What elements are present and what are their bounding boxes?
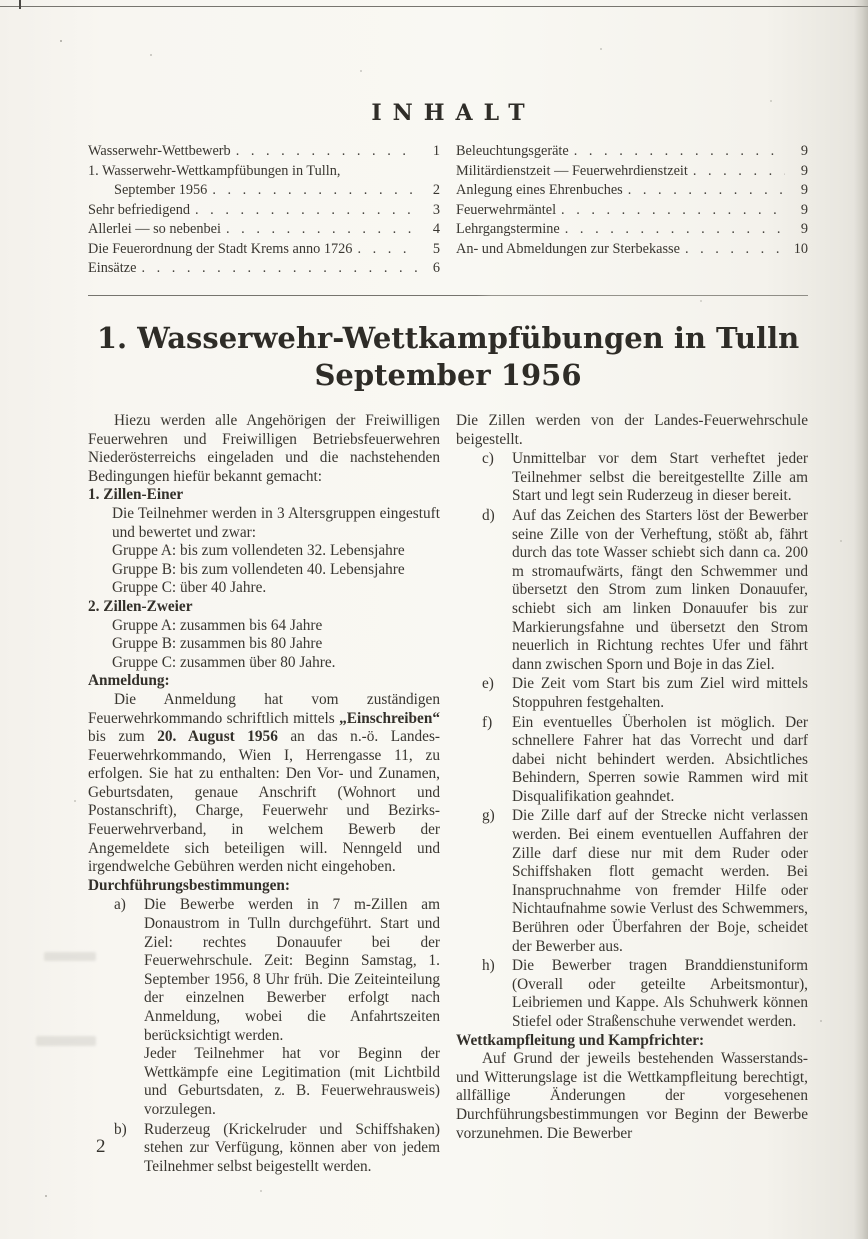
toc-right-column: [456, 142, 808, 279]
toc-dot-leader: [565, 220, 785, 240]
toc-entry-page: 3: [432, 201, 440, 218]
list-item-h: [456, 957, 808, 1031]
toc-entry-label: Die Feuerordnung der Stadt Krems anno 1726: [88, 240, 353, 257]
scan-edge-tick: [19, 0, 21, 9]
toc-entry-page: 9: [800, 143, 808, 159]
toc-dot-leader: [561, 201, 785, 221]
wettkampfleitung-paragraph: Auf Grund der jeweils bestehenden Wasserstands- und Witterungslage ist die Wettkampfleitung berechtigt, allfällige Änderungen der vorgesehenen Durchführungsbestimmungen vor Beginn der Bewerbe vorzunehmen. Die Bewerber: [456, 1050, 808, 1142]
toc-dot-leader: [628, 181, 785, 201]
toc-entry-page: 6: [432, 260, 440, 276]
article-title-line2: September 1956: [314, 358, 582, 392]
group-line: Gruppe C: zusammen über 80 Jahre.: [112, 653, 336, 671]
paper-torn-edge: [854, 0, 868, 1239]
toc-entry-page: 9: [800, 201, 808, 218]
list-item-text: Die Zeit vom Start bis zum Ziel wird mittels Stoppuhren festgehalten.: [512, 675, 808, 711]
toc-entry: [88, 259, 440, 279]
toc-entry-page: 1: [432, 143, 440, 159]
article-title-line1: 1. Wasserwehr-Wettkampfübungen in Tulln: [96, 321, 800, 355]
toc-entry-page: 9: [800, 162, 808, 179]
list-item-a: [88, 896, 440, 1119]
toc-entry-page: 9: [800, 182, 808, 198]
toc-dot-leader: [226, 220, 417, 240]
toc-entry-label: Lehrgangstermine: [456, 221, 560, 237]
toc-entry: [456, 240, 808, 260]
toc-entry-page: 9: [800, 221, 808, 237]
toc-left-column: [88, 142, 440, 279]
intro-paragraph: Hiezu werden alle Angehörigen der Freiwilligen Feuerwehren und Freiwilligen Betriebsfeuerwehren Niederösterreichs eingeladen und die nachstehenden Bedingungen hiefür bekannt gemacht:: [88, 412, 440, 485]
list-item-marker: d): [482, 506, 495, 524]
section-2-title: 2. Zillen-Zweier: [88, 597, 193, 615]
list-item-g: [456, 807, 808, 956]
list-item-marker: c): [482, 450, 494, 468]
toc-entry-label: An- und Abmeldungen zur Sterbekasse: [456, 240, 680, 257]
group-line: Gruppe A: zusammen bis 64 Jahre: [112, 616, 323, 634]
article-title: [88, 320, 808, 394]
article-left-column: [88, 412, 440, 1176]
durchfuehrung-heading: Durchführungsbestimmungen:: [88, 876, 291, 894]
list-item-e: [456, 675, 808, 712]
anmeldung-heading: Anmeldung:: [88, 672, 170, 690]
list-item-text: Ein eventuelles Überholen ist möglich. Der schnellere Fahrer hat das Vorrecht und darf dabei nicht behindert werden. Absichtliches Behindern, Sperren sowie Rammen wird mit Disqualifikation geahndet.: [512, 713, 808, 805]
toc-dot-leader: [195, 201, 417, 221]
toc-entry: [88, 181, 440, 201]
toc-entry-label: Feuerwehrmäntel: [456, 201, 557, 218]
toc-entry-label: 1. Wasserwehr-Wettkampfübungen in Tulln,: [88, 162, 341, 179]
toc-dot-leader: [357, 240, 417, 260]
toc-dot-leader: [236, 142, 417, 162]
list-item-text: Die Bewerbe werden in 7 m-Zillen am Donaustrom in Tulln durchgeführt. Start und Ziel: rechtes Donauufer bei der Feuerwehrschule. Zeit: Beginn Samstag, 1. September 1956, 8 Uhr früh. Die Zeiteinteilung der einzelnen Bewerber erfolgt nach Anmeldung, wobei die Anfahrtszeiten berücksichtigt werden. Jeder Teilnehmer hat vor Beginn der Wettkämpfe eine Legitimation (mit Lichtbild und Geburtsdaten, z. B. Feuerwehrausweis) vorzulegen.: [144, 896, 440, 1118]
section-1-intro: Die Teilnehmer werden in 3 Altersgruppen eingestuft und bewertet und zwar:: [112, 504, 440, 541]
continuation-paragraph: Die Zillen werden von der Landes-Feuerwehrschule beigestellt.: [456, 412, 808, 448]
page-number: 2: [96, 1136, 106, 1157]
list-item-text: Die Bewerber tragen Branddienstuniform (Overall oder geteilte Arbeitsmontur), Leibriemen und Kappe. Als Schuhwerk können Stiefel oder Straßenschuhe verwendet werden.: [512, 957, 808, 1030]
toc-entry-label: Wasserwehr-Wettbewerb: [88, 143, 231, 159]
group-line: Gruppe A: bis zum vollendeten 32. Lebensjahre: [112, 542, 405, 560]
group-line: Gruppe B: bis zum vollendeten 40. Lebensjahre: [112, 560, 405, 578]
toc-entry-page: 5: [432, 240, 440, 257]
toc-entry-label: Beleuchtungsgeräte: [456, 143, 569, 159]
list-item-text: Die Zille darf auf der Strecke nicht verlassen werden. Bei einem eventuellen Auffahren der Zille darf diese nur mit dem Ruder oder Schiffshaken flott gemacht werden. Bei Inanspruchnahme von fremder Hilfe oder Nichtaufnahme sowie Verlust des Schwemmers, Berühren oder Überfahren der Boje, scheidet der Bewerber aus.: [512, 807, 808, 955]
list-item-marker: b): [114, 1120, 127, 1138]
toc-entry: [88, 201, 440, 221]
toc-entry: [88, 162, 440, 182]
list-item-marker: e): [482, 675, 494, 693]
article-right-column: [456, 412, 808, 1176]
toc-entry: [456, 142, 808, 162]
toc-dot-leader: [685, 240, 785, 260]
list-item-marker: f): [482, 713, 493, 731]
list-item-text: Unmittelbar vor dem Start verheftet jeder Teilnehmer selbst die bereitgestellte Zille am Start und legt sein Ruderzeug in dieser bereit.: [512, 450, 808, 505]
toc-entry-page: 2: [432, 182, 440, 198]
paper-speckles: [60, 40, 62, 42]
group-line: Gruppe B: zusammen bis 80 Jahre: [112, 635, 323, 653]
list-item-b: [88, 1121, 440, 1177]
toc-entry: [456, 181, 808, 201]
toc-entry-label: Militärdienstzeit — Feuerwehrdienstzeit: [456, 162, 688, 179]
ink-smudge: [36, 1036, 96, 1046]
toc-entry: [88, 220, 440, 240]
toc-entry: [456, 220, 808, 240]
toc-entry: [456, 201, 808, 221]
toc-dot-leader: [141, 259, 417, 279]
table-of-contents: [88, 142, 808, 279]
toc-entry: [456, 162, 808, 182]
list-item-text: Auf das Zeichen des Starters löst der Bewerber seine Zille von der Verheftung, stößt ab, fährt durch das tote Wasser schiebt sich dann ca. 200 m stromaufwärts, fängt den Schwemmer und übersetzt den Strom zum linken Donauufer, schiebt sich am linken Donauufer bis zur Markierungsfahne und übersetzt den Strom neuerlich in Richtung rechtes Ufer und fährt dann zwischen Sporn und Boje in das Ziel.: [512, 506, 808, 673]
section-2-body: [112, 617, 440, 673]
toc-entry-page: 10: [793, 240, 808, 257]
article-body: [88, 412, 808, 1176]
list-item-d: [456, 507, 808, 674]
toc-entry-label: Allerlei — so nebenbei: [88, 221, 222, 237]
toc-entry-label: Sehr befriedigend: [88, 201, 191, 218]
section-1-title: 1. Zillen-Einer: [88, 486, 184, 504]
toc-entry: [88, 240, 440, 260]
wettkampfleitung-heading: Wettkampfleitung und Kampfrichter:: [456, 1031, 705, 1049]
toc-dot-leader: [693, 162, 785, 182]
anmeldung-paragraph: Die Anmeldung hat vom zuständigen Feuerwehrkommando schriftlich mittels „Einschreiben“ bis zum 20. August 1956 an das n.-ö. Landes-Feuerwehrkommando, Wien I, Herrengasse 11, zu erfolgen. Sie hat zu enthalten: Den Vor- und Zunamen, Geburtsdaten, genaue Anschrift (Wohnort und Postanschrift), Charge, Feuerwehr und Bezirks-Feuerwehrverband, in welchem Bewerb der Angemeldete sich beteiligen will. Nenngeld und irgendwelche Gebühren werden nicht eingehoben.: [88, 690, 440, 876]
list-item-f: [456, 714, 808, 807]
toc-dot-leader: [212, 181, 417, 201]
toc-entry-label: Einsätze: [88, 260, 137, 276]
group-line: Gruppe C: über 40 Jahre.: [112, 579, 267, 597]
list-item-text: Ruderzeug (Krickelruder und Schiffshaken) stehen zur Verfügung, können aber von jedem Teilnehmer selbst beigestellt werden.: [144, 1120, 440, 1175]
list-item-marker: h): [482, 957, 495, 975]
section-1-body: [112, 505, 440, 598]
toc-entry-label: September 1956: [114, 182, 208, 198]
section-divider: [88, 295, 808, 297]
toc-entry-page: 4: [432, 221, 440, 237]
toc-title: INHALT: [371, 100, 536, 126]
list-item-marker: a): [114, 896, 126, 914]
page-content: [88, 0, 808, 1176]
list-item-marker: g): [482, 807, 495, 825]
list-item-c: [456, 450, 808, 506]
toc-entry-label: Anlegung eines Ehrenbuches: [456, 182, 623, 198]
toc-entry: [88, 142, 440, 162]
toc-dot-leader: [574, 142, 785, 162]
